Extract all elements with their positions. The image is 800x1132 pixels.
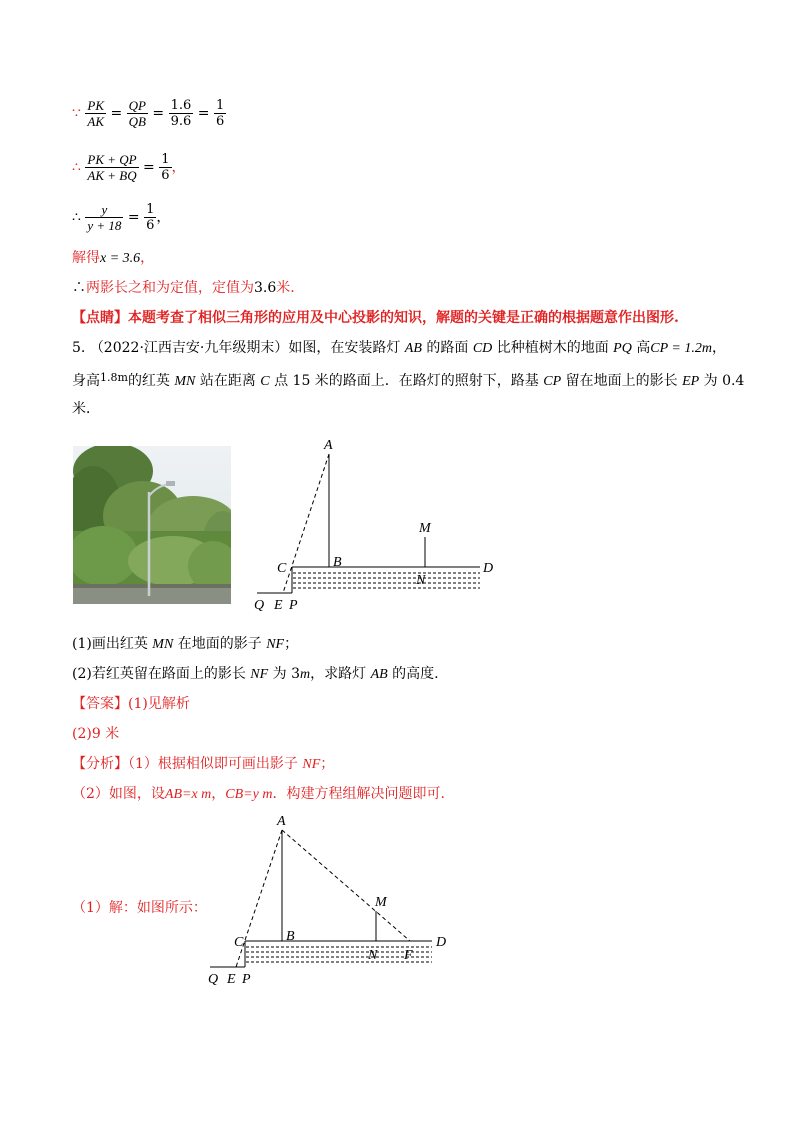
figure-1 xyxy=(252,430,512,615)
solution-equation: x = 3.6 xyxy=(100,251,141,266)
height-value: 1.8m xyxy=(100,371,128,384)
fig1-label-m: M xyxy=(419,521,431,536)
figure-2 xyxy=(200,808,460,993)
solution-1: （1）解：如图所示： xyxy=(72,900,207,916)
ratio-line-3: ∴ $\frac{y}{y + 18}$ = $\frac{1}{6}$ ， xyxy=(72,202,171,233)
answer-tag: 【答案】 xyxy=(72,696,128,712)
fig2-label-p: P xyxy=(242,972,251,987)
fig1-light-ray xyxy=(283,454,329,593)
ratio-line-2: ∴ $\frac{PK + QP}{AK + BQ}$ = $\frac{1}{6}$ ， xyxy=(72,152,186,183)
conclusion-line: ∴两影长之和为定值，定值为3.6米. xyxy=(72,280,295,296)
answer-2: (2)9 米 xyxy=(72,726,120,742)
problem-number: 5. xyxy=(72,340,86,356)
analysis-2: （2）如图，设AB=x m，CB=y m．构建方程组解决问题即可. xyxy=(72,786,445,802)
fig1-label-a: A xyxy=(324,438,333,453)
conclusion-value: 3.6 xyxy=(254,280,277,296)
fig1-label-b: B xyxy=(333,555,342,570)
question-2: (2)若红英留在路面上的影长 NF 为 3m，求路灯 AB 的高度. xyxy=(72,666,439,682)
fraction-one-sixth-3: $\frac{1}{6}$ xyxy=(146,202,155,233)
fig2-label-c: C xyxy=(234,935,244,950)
fig1-label-p: P xyxy=(289,598,298,613)
key-point-line: 【点睛】本题考查了相似三角形的应用及中心投影的知识，解题的关键是正确的根据题意作出图形. xyxy=(72,310,679,326)
fig2-label-b: B xyxy=(286,929,295,944)
fig2-light-ray-mf xyxy=(282,830,410,941)
fig2-label-e: E xyxy=(227,972,236,987)
fig1-label-c: C xyxy=(277,561,287,576)
fraction-qp-qb: $\frac{QP}{QB}$ xyxy=(128,98,146,129)
solve-line: 解得x = 3.6， xyxy=(72,250,155,266)
fig2-label-d: D xyxy=(436,935,447,950)
fig1-hatching xyxy=(293,573,480,588)
fraction-sum-ratio: $\frac{PK + QP}{AK + BQ}$ xyxy=(87,152,137,183)
fig2-label-m: M xyxy=(375,895,387,910)
key-point-tag: 【点睛】 xyxy=(72,310,128,326)
because-symbol: ∵ xyxy=(72,105,81,122)
answer-1: 【答案】(1)见解析 xyxy=(72,696,190,712)
therefore-symbol-2: ∴ xyxy=(72,209,81,226)
fraction-one-sixth-2: $\frac{1}{6}$ xyxy=(161,152,170,183)
fraction-pk-ak: $\frac{PK}{AK}$ xyxy=(87,98,104,129)
fig2-label-q: Q xyxy=(208,972,219,987)
ratio-line-1: ∵ $\frac{PK}{AK}$ = $\frac{QP}{QB}$ = $\frac{1.6}{9.6}$ = $\frac{1}{6}$ xyxy=(72,98,225,129)
fraction-one-sixth: $\frac{1}{6}$ xyxy=(215,98,225,129)
fig1-label-q: Q xyxy=(254,598,265,613)
fig1-label-d: D xyxy=(483,561,494,576)
problem-source: （2022·江西吉安·九年级期末） xyxy=(89,340,289,356)
fig2-label-f: F xyxy=(404,948,413,963)
problem-5: 5. （2022·江西吉安·九年级期末）如图，在安装路灯 AB 的路面 CD 比种植树木的地面 PQ 高CP = 1.2m， 身高$^{1.8m}$的红英 MN 站在距离 C 点 15 米的路面上．在路灯的照射下，路基 CP 留在地面上的影长 EP 为 0.4 米． xyxy=(72,340,745,417)
question-1: (1)画出红英 MN 在地面的影子 NF； xyxy=(72,636,299,652)
fig1-label-n: N xyxy=(416,573,426,588)
cp-value: CP = 1.2m xyxy=(650,341,712,356)
fig2-light-ray-c xyxy=(236,830,282,967)
fraction-y-ratio: $\frac{y}{y + 18}$ xyxy=(87,202,122,233)
fig2-label-a: A xyxy=(277,814,286,829)
streetlight-photo xyxy=(73,446,231,604)
analysis-1: 【分析】（1）根据相似即可画出影子 NF； xyxy=(72,756,335,772)
analysis-tag: 【分析】 xyxy=(72,756,128,772)
fig2-label-n: N xyxy=(368,948,378,963)
streetlight-photo-image xyxy=(73,446,231,604)
therefore-symbol: ∴ xyxy=(72,159,81,176)
fig1-label-e: E xyxy=(274,598,283,613)
fraction-numeric: $\frac{1.6}{9.6}$ xyxy=(170,98,192,129)
